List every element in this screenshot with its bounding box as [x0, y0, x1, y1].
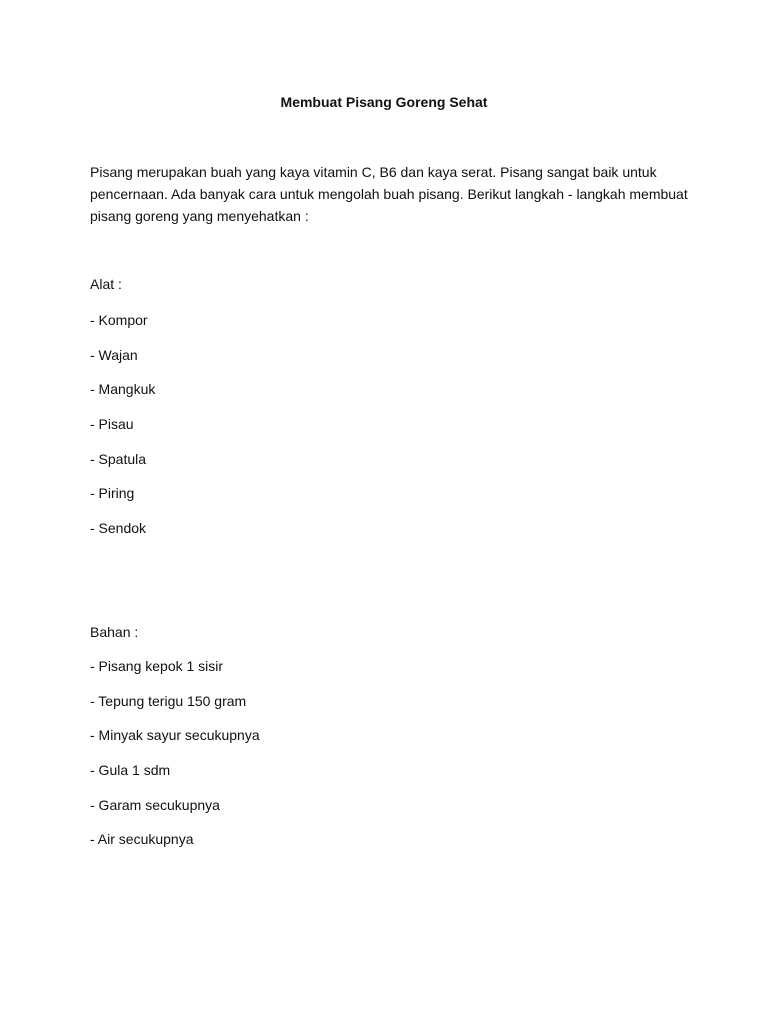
intro-line: Pisang merupakan buah yang kaya vitamin C, B6 dan kaya serat. Pisang sangat baik untuk: [90, 164, 657, 180]
alat-heading: Alat :: [90, 276, 122, 292]
list-item-minyak: - Minyak sayur secukupnya: [90, 727, 260, 744]
list-item-mangkuk: - Mangkuk: [90, 381, 156, 398]
list-item-piring: - Piring: [90, 485, 135, 502]
list-item-sendok: - Sendok: [90, 520, 147, 537]
list-item-air: - Air secukupnya: [90, 831, 194, 848]
list-item-pisau: - Pisau: [90, 416, 134, 433]
list-item-wajan: - Wajan: [90, 346, 138, 363]
intro-line: pencernaan. Ada banyak cara untuk mengolah buah pisang. Berikut langkah - langkah membuat: [90, 186, 688, 202]
list-item-gula: - Gula 1 sdm: [90, 762, 171, 779]
list-item-pisang: - Pisang kepok 1 sisir: [90, 658, 224, 674]
bahan-list: [90, 656, 260, 864]
list-item-tepung: - Tepung terigu 150 gram: [90, 692, 247, 709]
list-item-kompor: - Kompor: [90, 312, 148, 328]
intro-line: pisang goreng yang menyehatkan :: [90, 208, 309, 224]
list-item-spatula: - Spatula: [90, 450, 147, 467]
intro-paragraph: [90, 161, 690, 227]
list-item-garam: - Garam secukupnya: [90, 796, 220, 813]
document-title: Membuat Pisang Goreng Sehat: [280, 94, 488, 110]
bahan-heading: Bahan :: [90, 624, 139, 640]
alat-list: [90, 310, 155, 553]
